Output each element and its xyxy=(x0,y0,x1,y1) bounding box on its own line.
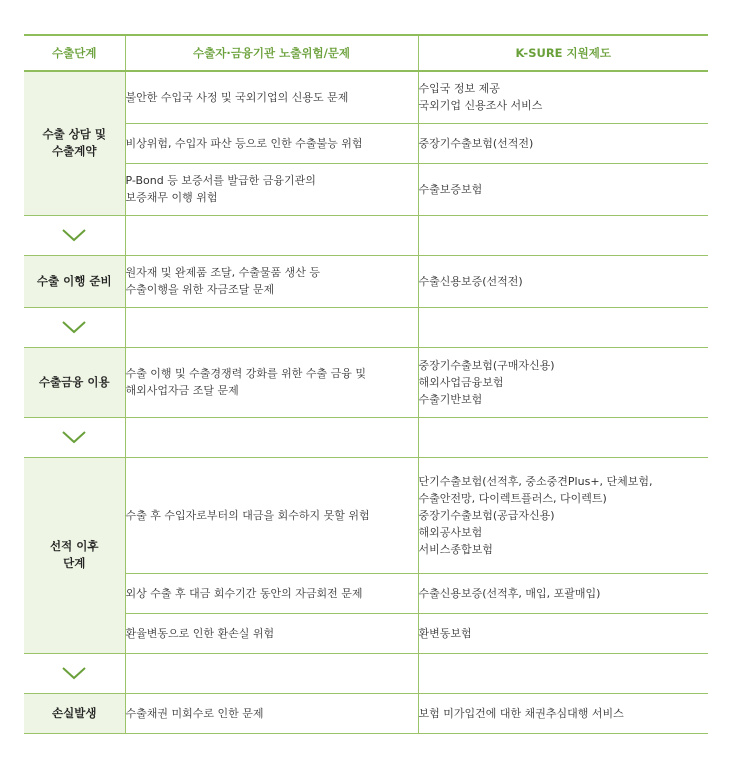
arrow-cell xyxy=(24,215,125,255)
stage-line: 선적 이후 xyxy=(50,539,99,553)
problem-line: 비상위험, 수입자 파산 등으로 인한 수출불능 위험 xyxy=(125,136,363,150)
problem-line: 보증채무 이행 위험 xyxy=(125,191,218,204)
stage-cell xyxy=(24,71,125,215)
support-cell xyxy=(418,255,708,307)
problem-line: 외상 수출 후 대금 회수기간 동안의 자금회전 문제 xyxy=(125,586,363,600)
support-cell xyxy=(418,573,708,613)
arrow-cell xyxy=(24,307,125,347)
support-line: 수출신용보증(선적후, 매입, 포괄매입) xyxy=(418,586,601,600)
empty-cell xyxy=(125,417,418,457)
support-line: 서비스종합보험 xyxy=(418,542,493,556)
problem-line: 수출채권 미회수로 인한 문제 xyxy=(125,706,264,720)
stage-cell xyxy=(24,255,125,307)
arrow-row xyxy=(24,653,708,693)
empty-cell xyxy=(125,215,418,255)
support-line: 중장기수출보험(공급자신용) xyxy=(418,508,555,522)
empty-cell xyxy=(418,653,708,693)
problem-line: 수출 이행 및 수출경쟁력 강화를 위한 수출 금융 및 xyxy=(125,367,366,380)
problem-cell xyxy=(125,613,418,653)
empty-cell xyxy=(418,215,708,255)
stage-line: 수출 상담 및 xyxy=(42,127,107,142)
header-support: K-SURE 지원제도 xyxy=(418,35,708,71)
chevron-down-icon xyxy=(61,228,87,242)
problem-cell xyxy=(125,71,418,123)
support-line: 해외공사보험 xyxy=(418,525,483,539)
stage-cell xyxy=(24,457,125,653)
arrow-row xyxy=(24,215,708,255)
empty-cell xyxy=(125,653,418,693)
support-cell xyxy=(418,613,708,653)
table-row xyxy=(24,457,708,573)
empty-cell xyxy=(418,307,708,347)
header-stage: 수출단계 xyxy=(24,35,125,71)
support-cell xyxy=(418,71,708,123)
stage-line: 수출 이행 준비 xyxy=(36,273,112,288)
support-line: 환변동보험 xyxy=(418,626,472,640)
table-row xyxy=(24,693,708,733)
table-row xyxy=(24,123,708,163)
arrow-row xyxy=(24,307,708,347)
support-line: 단기수출보험(선적후, 중소중견Plus+, 단체보험, xyxy=(418,474,653,488)
table-row xyxy=(24,613,708,653)
problem-cell xyxy=(125,573,418,613)
problem-cell xyxy=(125,457,418,573)
problem-line: 원자재 및 완제품 조달, 수출물품 생산 등 xyxy=(125,266,320,279)
empty-cell xyxy=(125,307,418,347)
support-line: 수출기반보험 xyxy=(418,392,483,406)
support-cell xyxy=(418,457,708,573)
support-cell xyxy=(418,347,708,417)
problem-cell xyxy=(125,255,418,307)
problem-line: 수출 후 수입자로부터의 대금을 회수하지 못할 위험 xyxy=(125,508,370,522)
support-line: 중장기수출보험(구매자신용) xyxy=(418,358,555,372)
support-line: 수출신용보증(선적전) xyxy=(418,274,523,288)
support-line: 수출보증보험 xyxy=(418,182,483,196)
problem-cell xyxy=(125,347,418,417)
header-problem: 수출자·금융기관 노출위험/문제 xyxy=(125,35,418,71)
stage-line: 손실발생 xyxy=(52,705,97,720)
arrow-cell xyxy=(24,417,125,457)
empty-cell xyxy=(418,417,708,457)
problem-line: 환율변동으로 인한 환손실 위험 xyxy=(125,626,275,640)
table-row xyxy=(24,573,708,613)
table-row xyxy=(24,255,708,307)
problem-cell xyxy=(125,163,418,215)
problem-line: P-Bond 등 보증서를 발급한 금융기관의 xyxy=(125,174,316,187)
support-line: 보험 미가입건에 대한 채권추심대행 서비스 xyxy=(418,706,624,720)
arrow-row xyxy=(24,417,708,457)
table-body xyxy=(24,71,708,733)
chevron-down-icon xyxy=(61,320,87,334)
support-cell xyxy=(418,123,708,163)
chevron-down-icon xyxy=(61,666,87,680)
support-line: 중장기수출보험(선적전) xyxy=(418,136,534,150)
stage-line: 단계 xyxy=(63,556,86,570)
chevron-down-icon xyxy=(61,430,87,444)
support-cell xyxy=(418,693,708,733)
support-line: 국외기업 신용조사 서비스 xyxy=(418,99,543,113)
problem-line: 불안한 수입국 사정 및 국외기업의 신용도 문제 xyxy=(125,90,349,104)
k-sure-support-table xyxy=(24,34,708,734)
support-line: 수입국 정보 제공 xyxy=(418,82,500,96)
support-cell xyxy=(418,163,708,215)
problem-cell xyxy=(125,693,418,733)
table-row xyxy=(24,163,708,215)
table-row xyxy=(24,71,708,123)
arrow-cell xyxy=(24,653,125,693)
support-line: 해외사업금융보험 xyxy=(418,375,504,389)
stage-line: 수출계약 xyxy=(52,144,97,159)
problem-line: 해외사업자금 조달 문제 xyxy=(125,384,239,397)
stage-line: 수출금융 이용 xyxy=(38,374,110,389)
header-row xyxy=(24,35,708,71)
problem-line: 수출이행을 위한 자금조달 문제 xyxy=(125,283,275,296)
problem-cell xyxy=(125,123,418,163)
support-line: 수출안전망, 다이렉트플러스, 다이렉트) xyxy=(418,491,607,505)
stage-cell xyxy=(24,347,125,417)
stage-cell xyxy=(24,693,125,733)
table-row xyxy=(24,347,708,417)
